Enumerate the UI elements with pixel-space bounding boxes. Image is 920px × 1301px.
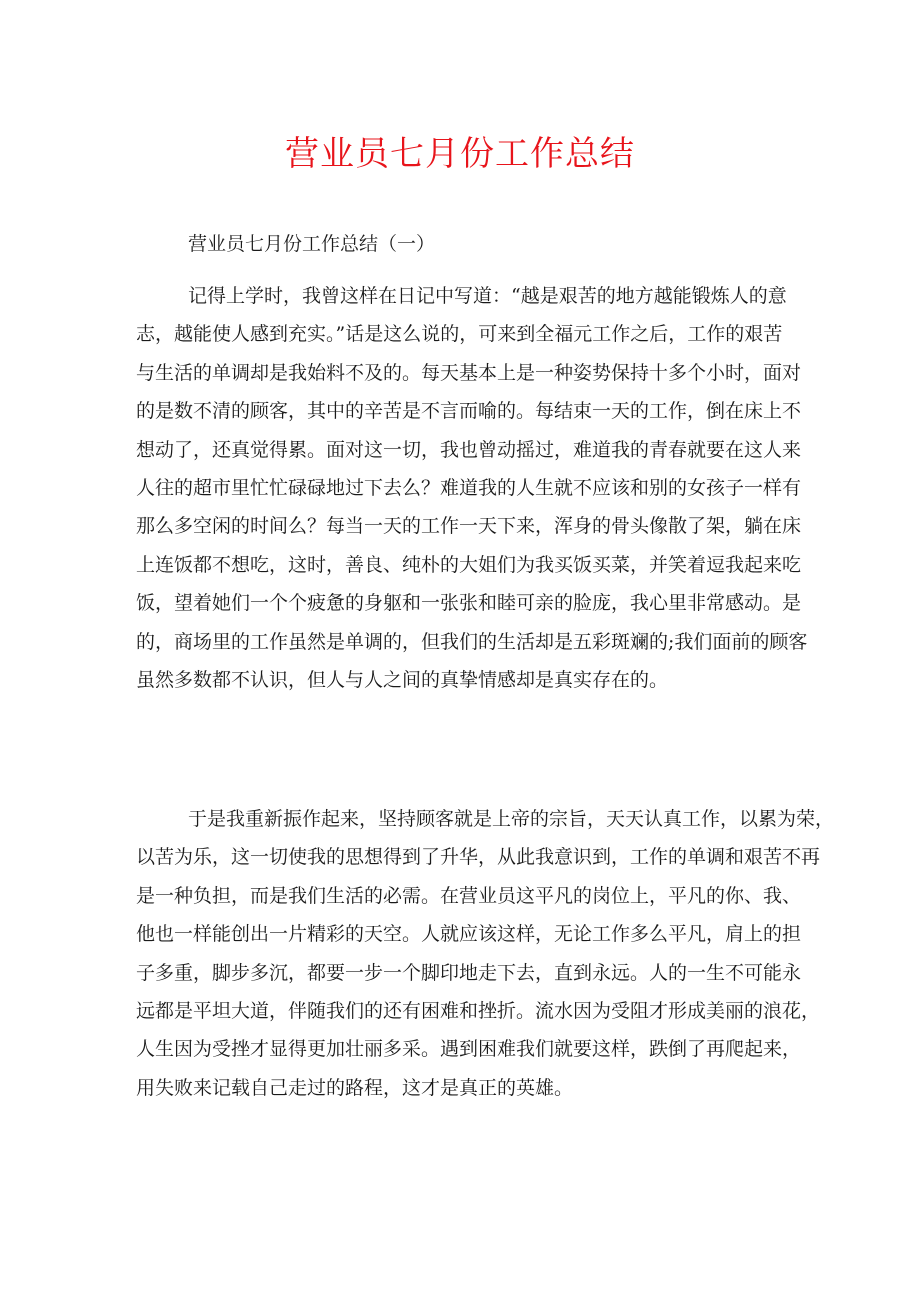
paragraph-line: 与生活的单调却是我始料不及的。每天基本上是一种姿势保持十多个小时，面对 <box>136 361 802 384</box>
paragraph-line: 虽然多数都不认识，但人与人之间的真挚情感却是真实存在的。 <box>136 668 669 691</box>
paragraph-line: 人往的超市里忙忙碌碌地过下去么？难道我的人生就不应该和别的女孩子一样有 <box>136 476 802 499</box>
paragraph-line: 远都是平坦大道，伴随我们的还有困难和挫折。流水因为受阻才形成美丽的浪花， <box>136 999 821 1022</box>
paragraph-line: 于是我重新振作起来，坚持顾客就是上帝的宗旨，天天认真工作，以累为荣， <box>188 808 835 830</box>
paragraph-line: 人生因为受挫才显得更加壮丽多采。遇到困难我们就要这样，跌倒了再爬起来， <box>136 1038 802 1061</box>
body-paragraph-1 <box>136 277 808 699</box>
paragraph-line: 的，商场里的工作虽然是单调的，但我们的生活却是五彩斑斓的;我们面前的顾客 <box>136 630 808 653</box>
paragraph-line: 子多重，脚步多沉，都要一步一个脚印地走下去，直到永远。人的一生不可能永 <box>136 961 802 984</box>
paragraph-line: 饭，望着她们一个个疲惫的身躯和一张张和睦可亲的脸庞，我心里非常感动。是 <box>136 592 802 615</box>
paragraph-line: 想动了，还真觉得累。面对这一切，我也曾动摇过，难道我的青春就要在这人来 <box>136 438 802 461</box>
paragraph-line: 志，越能使人感到充实。”话是这么说的，可来到全福元工作之后，工作的艰苦 <box>136 323 783 346</box>
document-subtitle: 营业员七月份工作总结（一） <box>188 233 436 255</box>
paragraph-line: 是一种负担，而是我们生活的必需。在营业员这平凡的岗位上，平凡的你、我、 <box>136 884 802 907</box>
paragraph-line: 记得上学时，我曾这样在日记中写道：“越是艰苦的地方越能锻炼人的意 <box>188 285 787 307</box>
paragraph-line: 用失败来记载自己走过的路程，这才是真正的英雄。 <box>136 1076 574 1099</box>
paragraph-line: 的是数不清的顾客，其中的辛苦是不言而喻的。每结束一天的工作，倒在床上不 <box>136 400 802 423</box>
document-title: 营业员七月份工作总结 <box>285 134 635 174</box>
body-paragraph-2 <box>136 800 835 1107</box>
paragraph-line: 以苦为乐，这一切使我的思想得到了升华，从此我意识到，工作的单调和艰苦不再 <box>136 846 821 869</box>
paragraph-line: 他也一样能创出一片精彩的天空。人就应该这样，无论工作多么平凡，肩上的担 <box>136 923 802 946</box>
paragraph-line: 那么多空闲的时间么？每当一天的工作一天下来，浑身的骨头像散了架，躺在床 <box>136 515 802 538</box>
paragraph-line: 上连饭都不想吃，这时，善良、纯朴的大姐们为我买饭买菜，并笑着逗我起来吃 <box>136 553 802 576</box>
